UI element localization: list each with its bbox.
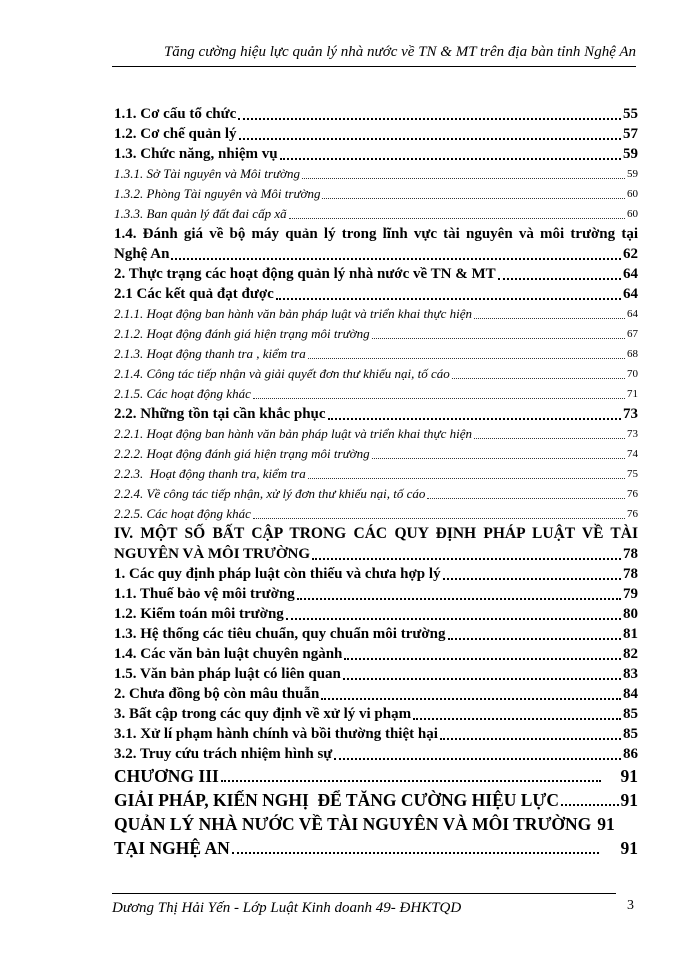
dot-leader — [308, 478, 625, 479]
dot-leader — [452, 378, 625, 379]
toc-entry-page: 64 — [627, 308, 638, 320]
toc-entry[interactable] — [114, 144, 638, 164]
toc-entry-chapter[interactable] — [114, 788, 638, 812]
toc-entry-page: 78 — [623, 546, 638, 562]
dot-leader — [280, 158, 621, 160]
toc-entry-label: 1.1. Cơ cấu tổ chức — [114, 106, 237, 122]
toc-entry[interactable] — [114, 104, 638, 124]
toc-entry-label: 2.1 Các kết quả đạt được — [114, 286, 274, 302]
dot-leader — [232, 852, 599, 854]
toc-entry-label: NGUYÊN VÀ MÔI TRƯỜNG — [114, 546, 310, 562]
dot-leader — [302, 178, 625, 179]
toc-entry-label: 3.2. Truy cứu trách nhiệm hình sự — [114, 746, 333, 762]
toc-entry-page: 85 — [623, 726, 638, 742]
toc-entry-page: 91 — [620, 838, 638, 858]
toc-entry-page: 83 — [623, 666, 638, 682]
toc-entry[interactable] — [114, 464, 638, 484]
toc-entry-wrapped-line[interactable]: 1.4. Đánh giá về bộ máy quản lý trong lĩnh vực tài nguyên và môi trường tại — [114, 226, 638, 242]
toc-entry-page: 55 — [623, 106, 638, 122]
toc-entry-label: 1.3.3. Ban quản lý đất đai cấp xã — [114, 206, 287, 221]
toc-entry-label: 1.3.2. Phòng Tài nguyên và Môi trường — [114, 186, 321, 201]
toc-entry[interactable] — [114, 244, 638, 264]
toc-entry-page: 59 — [623, 146, 638, 162]
toc-entry-label: 1.2. Cơ chế quản lý — [114, 126, 237, 142]
dot-leader — [221, 780, 601, 782]
table-of-contents — [114, 104, 638, 860]
toc-entry-label: 2.1.1. Hoạt động ban hành văn bản pháp luật và triển khai thực hiện — [114, 306, 473, 321]
dot-leader — [253, 518, 625, 519]
toc-entry-page: 59 — [627, 168, 638, 180]
toc-entry-label: QUẢN LÝ NHÀ NƯỚC VỀ TÀI NGUYÊN VÀ MÔI TRƯỜNG — [114, 814, 592, 834]
toc-entry-page: 76 — [627, 508, 638, 520]
toc-entry[interactable] — [114, 124, 638, 144]
toc-entry-page: 71 — [627, 388, 638, 400]
toc-entry-label: 1.3.1. Sở Tài nguyên và Môi trường — [114, 166, 300, 181]
toc-entry-chapter[interactable] — [114, 812, 638, 836]
dot-leader — [328, 418, 621, 420]
dot-leader — [312, 558, 621, 560]
toc-entry-label: 3.1. Xử lí phạm hành chính và bồi thường thiệt hại — [114, 726, 438, 742]
dot-leader — [443, 578, 621, 580]
toc-entry[interactable] — [114, 544, 638, 564]
toc-entry[interactable] — [114, 584, 638, 604]
toc-entry-page: 73 — [623, 406, 638, 422]
toc-entry[interactable] — [114, 424, 638, 444]
dot-leader — [448, 638, 621, 640]
toc-entry-page: 81 — [623, 626, 638, 642]
toc-entry-chapter[interactable] — [114, 836, 638, 860]
toc-entry[interactable] — [114, 404, 638, 424]
dot-leader — [276, 298, 621, 300]
dot-leader — [308, 358, 625, 359]
header-divider — [112, 66, 636, 67]
dot-leader — [321, 698, 621, 700]
toc-entry-label: 1. Các quy định pháp luật còn thiếu và chưa hợp lý — [114, 566, 441, 582]
footer-author-line: Dương Thị Hải Yến - Lớp Luật Kinh doanh 49- ĐHKTQD — [112, 900, 462, 916]
toc-entry-label: 1.3. Hệ thống các tiêu chuẩn, quy chuẩn môi trường — [114, 626, 446, 642]
toc-entry[interactable] — [114, 684, 638, 704]
dot-leader — [427, 498, 625, 499]
toc-entry[interactable] — [114, 264, 638, 284]
dot-leader — [334, 758, 621, 760]
dot-leader — [286, 618, 621, 620]
toc-entry-page: 74 — [627, 448, 638, 460]
toc-entry-label: 1.4. Các văn bản luật chuyên ngành — [114, 646, 343, 662]
toc-entry[interactable] — [114, 164, 638, 184]
toc-entry[interactable] — [114, 604, 638, 624]
toc-entry-label: 2. Chưa đồng bộ còn mâu thuẫn — [114, 686, 320, 702]
toc-entry-label: 1.3. Chức năng, nhiệm vụ — [114, 146, 278, 162]
toc-entry[interactable] — [114, 204, 638, 224]
footer-divider — [112, 893, 616, 894]
dot-leader — [343, 678, 621, 680]
toc-entry[interactable] — [114, 704, 638, 724]
toc-entry-page: 78 — [623, 566, 638, 582]
toc-entry[interactable] — [114, 564, 638, 584]
toc-entry-page: 85 — [623, 706, 638, 722]
toc-entry-page: 73 — [627, 428, 638, 440]
toc-entry-label: 2.2.3. Hoạt động thanh tra, kiểm tra — [114, 466, 306, 481]
toc-entry-page: 62 — [623, 246, 638, 262]
toc-entry-page: 82 — [623, 646, 638, 662]
dot-leader — [372, 458, 625, 459]
toc-entry-label: 2.2.2. Hoạt động đánh giá hiện trạng môi trường — [114, 446, 370, 461]
toc-entry-label: 2.1.3. Hoạt động thanh tra , kiểm tra — [114, 346, 306, 361]
toc-entry-page: 67 — [627, 328, 638, 340]
toc-entry-wrapped-line[interactable]: IV. MỘT SỐ BẤT CẬP TRONG CÁC QUY ĐỊNH PHÁP LUẬT VỀ TÀI — [114, 525, 638, 542]
dot-leader — [440, 738, 621, 740]
dot-leader — [372, 338, 625, 339]
dot-leader — [239, 138, 622, 140]
dot-leader — [297, 598, 621, 600]
toc-entry-label: 2. Thực trạng các hoạt động quản lý nhà nước về TN & MT — [114, 266, 496, 282]
toc-entry[interactable] — [114, 624, 638, 644]
toc-entry-label: 2.2.5. Các hoạt động khác — [114, 506, 251, 521]
page-number: 3 — [627, 898, 634, 913]
dot-leader — [413, 718, 621, 720]
dot-leader — [253, 398, 625, 399]
toc-entry-page: 91 — [620, 790, 638, 810]
toc-entry-label: 3. Bất cập trong các quy định về xử lý vi phạm — [114, 706, 412, 722]
toc-entry-page: 79 — [623, 586, 638, 602]
toc-entry-page: 60 — [627, 208, 638, 220]
toc-entry-label: 2.2.4. Về công tác tiếp nhận, xử lý đơn thư khiếu nại, tố cáo — [114, 486, 426, 501]
toc-entry-label: GIẢI PHÁP, KIẾN NGHỊ ĐỂ TĂNG CƯỜNG HIỆU LỰC — [114, 790, 560, 810]
toc-entry[interactable] — [114, 664, 638, 684]
toc-entry-page: 80 — [623, 606, 638, 622]
dot-leader — [171, 258, 621, 260]
toc-entry-page: 84 — [623, 686, 638, 702]
dot-leader — [322, 198, 625, 199]
toc-entry[interactable] — [114, 484, 638, 504]
toc-entry-page: 70 — [627, 368, 638, 380]
dot-leader — [344, 658, 621, 660]
dot-leader — [561, 804, 618, 806]
toc-entry[interactable] — [114, 284, 638, 304]
toc-entry[interactable] — [114, 184, 638, 204]
toc-entry[interactable] — [114, 304, 638, 324]
toc-entry-label: 2.2.1. Hoạt động ban hành văn bản pháp luật và triển khai thực hiện — [114, 426, 473, 441]
toc-entry-page: 86 — [623, 746, 638, 762]
dot-leader — [238, 118, 621, 120]
toc-entry[interactable] — [114, 344, 638, 364]
toc-entry-page: 57 — [623, 126, 638, 142]
toc-entry-page: 68 — [627, 348, 638, 360]
toc-entry-label: TẠI NGHỆ AN — [114, 838, 230, 858]
toc-entry-label: 1.5. Văn bản pháp luật có liên quan — [114, 666, 341, 682]
toc-entry[interactable] — [114, 504, 638, 524]
toc-entry-page: 60 — [627, 188, 638, 200]
dot-leader — [474, 318, 625, 319]
toc-entry[interactable] — [114, 324, 638, 344]
toc-entry[interactable] — [114, 724, 638, 744]
toc-entry-label: 2.1.4. Công tác tiếp nhận và giải quyết đơn thư khiếu nại, tố cáo — [114, 366, 450, 381]
toc-entry-page: 91 — [597, 814, 615, 834]
toc-entry-page: 76 — [627, 488, 638, 500]
dot-leader — [498, 278, 621, 280]
toc-entry[interactable] — [114, 384, 638, 404]
toc-entry-chapter[interactable] — [114, 764, 638, 788]
toc-entry-label: 2.2. Những tồn tại cần khắc phục — [114, 406, 326, 422]
toc-entry[interactable] — [114, 644, 638, 664]
toc-entry-label: CHƯƠNG III — [114, 766, 219, 786]
toc-entry-label: Nghệ An — [114, 246, 170, 262]
dot-leader — [474, 438, 625, 439]
toc-entry-label: 1.1. Thuế bảo vệ môi trường — [114, 586, 295, 602]
toc-entry-page: 75 — [627, 468, 638, 480]
toc-entry[interactable] — [114, 444, 638, 464]
toc-entry-page: 64 — [623, 266, 638, 282]
toc-entry-page: 91 — [620, 766, 638, 786]
dot-leader — [289, 218, 625, 219]
toc-entry-label: 2.1.2. Hoạt động đánh giá hiện trạng môi trường — [114, 326, 370, 341]
running-header: Tăng cường hiệu lực quản lý nhà nước về TN & MT trên địa bàn tỉnh Nghệ An — [163, 44, 636, 60]
toc-entry[interactable] — [114, 744, 638, 764]
toc-entry-label: 2.1.5. Các hoạt động khác — [114, 386, 251, 401]
toc-entry[interactable] — [114, 364, 638, 384]
toc-entry-page: 64 — [623, 286, 638, 302]
toc-entry-label: 1.2. Kiểm toán môi trường — [114, 606, 284, 622]
